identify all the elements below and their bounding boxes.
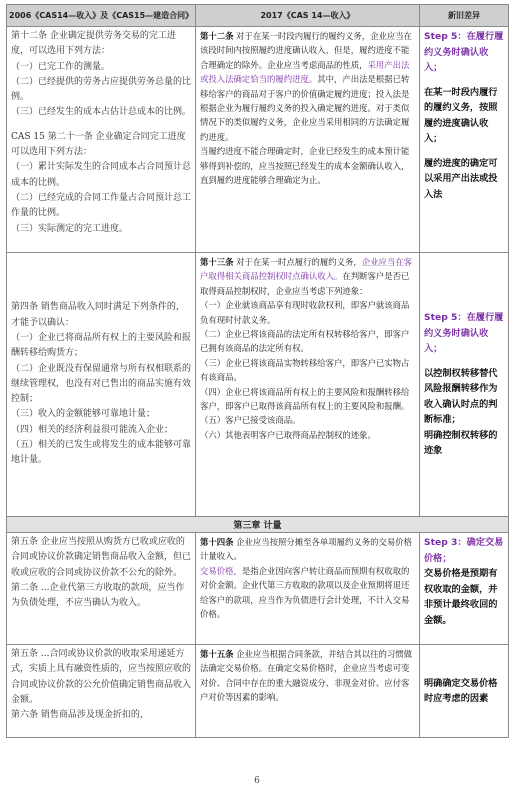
old-text-cell xyxy=(7,645,196,738)
new-list-item: （二）企业已将该商品的法定所有权转移给客户，即客户已拥有该商品的法定所有权。 xyxy=(200,329,410,354)
old-paragraph: （二）企业既没有保留通常与所有权相联系的继续管理权，也没有对已售出的商品实施有效控制； xyxy=(11,363,192,405)
new-text-cell xyxy=(196,27,420,253)
header-differences: 新旧差异 xyxy=(420,5,509,27)
diff-cell xyxy=(420,533,509,645)
new-list-item: （四）企业已将该商品所有权上的主要风险和报酬转移给客户，即客户已取得该商品所有权上的主要风险和报酬。 xyxy=(200,386,410,412)
old-paragraph: （一）企业已将商品所有权上的主要风险和报酬转移给购货方； xyxy=(11,332,192,359)
step-note: Step 5：在履行履约义务时确认收入； xyxy=(424,312,504,355)
old-paragraph: （三）实际测定的完工进度。 xyxy=(11,223,129,234)
diff-note: 交易价格是预期有权收取的金额，并非预计最终收回的金额。 xyxy=(424,568,498,626)
table-row xyxy=(7,253,509,517)
new-paragraph: 当履约进度不能合理确定时，企业已经发生的成本预计能够得到补偿的，应当按照已经发生的成本金额确认收入，直到履约进度能够合理确定为止。 xyxy=(200,146,410,186)
old-paragraph: 第五条 ...合同或协议价款的收取采用递延方式，实质上具有融资性质的，应当按照应收的合同或协议价款的公允价值确定销售商品收入金额。 xyxy=(11,649,192,705)
diff-note: 明确确定交易价格时应考虑的因素 xyxy=(424,677,498,704)
new-paragraph xyxy=(200,535,415,564)
article-number: 第十五条 xyxy=(200,649,234,659)
old-paragraph: 第十二条 企业确定提供劳务交易的完工进度，可以选用下列方法： xyxy=(11,31,176,57)
old-text-cell xyxy=(7,27,196,253)
new-text-cell xyxy=(196,253,420,517)
article-number: 第十四条 xyxy=(200,537,234,547)
old-paragraph: 第五条 企业应当按照从购货方已收或应收的合同或协议价款确定销售商品收入金额，但已收或应收的合同或协议价款不公允的除外。 xyxy=(11,537,192,578)
chapter-title: 第三章 计量 xyxy=(7,517,509,533)
header-old-standard: 2006《CAS14—收入》及《CAS15—建造合同》 xyxy=(7,5,196,27)
page-number: 6 xyxy=(254,776,260,786)
diff-note: 在某一时段内履行的履约义务，按照履约进度确认收入； xyxy=(424,86,498,144)
old-paragraph: （一）已完工作的测量。 xyxy=(11,61,111,72)
old-paragraph: （五）相关的已发生或将发生的成本能够可靠地计量。 xyxy=(11,440,192,466)
step-note: Step 3：确定交易价格； xyxy=(424,537,504,564)
chapter-row xyxy=(7,517,509,533)
old-paragraph: （三）收入的金额能够可靠地计量； xyxy=(11,409,156,420)
new-text-cell xyxy=(196,533,420,645)
new-text: 是指企业因向客户转让商品而预期有权收取的对价金额。企业代第三方收取的款项以及企业预期将退还给客户的款项，应当作为负债进行会计处理，不计入交易价格。 xyxy=(200,565,410,620)
new-text: 其中，产出法是根据已转移给客户的商品对于客户的价值确定履约进度；投入法是根据企业为履行履约义务的投入确定履约进度。对于类似情况下的类似履约义务，企业应当采用相同的方法确定履约进度。 xyxy=(200,74,410,142)
table-header-row xyxy=(7,5,509,27)
new-list-item: （三）企业已将该商品实物转移给客户，即客户已实物占有该商品。 xyxy=(200,357,410,383)
comparison-table xyxy=(6,4,509,738)
old-paragraph: （三）已经发生的成本占估计总成本的比例。 xyxy=(11,107,192,118)
old-paragraph: （一）累计实际发生的合同成本占合同预计总成本的比例。 xyxy=(11,162,192,188)
new-paragraph xyxy=(200,29,415,144)
new-paragraph xyxy=(200,564,415,622)
article-number: 第十三条 xyxy=(200,257,234,267)
new-text: 对于在某一时段内履行的履约义务，企业应当在该段时间内按照履约进度确认收入，但是，履约进度不能合理确定的除外。企业应当考虑商品的性质， xyxy=(200,31,413,70)
old-paragraph: CAS 15 第二十一条 企业确定合同完工进度可以选用下列方法： xyxy=(11,131,186,158)
diff-note: 履约进度的确定可以采用产出法或投入法 xyxy=(424,157,498,200)
header-new-standard: 2017《CAS 14—收入》 xyxy=(196,5,420,27)
old-paragraph: 第二条 ...企业代第三方收取的款项，应当作为负债处理，不应当确认为收入。 xyxy=(11,582,185,609)
diff-cell xyxy=(420,27,509,253)
step-note: Step 5：在履行履约义务时确认收入； xyxy=(424,31,504,73)
new-paragraph xyxy=(200,647,415,705)
diff-cell xyxy=(420,645,509,738)
new-list-item: （一）企业就该商品享有现时收款权利，即客户就该商品负有现时付款义务。 xyxy=(200,300,410,325)
old-paragraph: 第四条 销售商品收入同时满足下列条件的，才能予以确认： xyxy=(11,302,185,328)
new-list-item: （六）其他表明客户已取得商品控制权的迹象。 xyxy=(200,429,376,440)
new-text: 对于在某一时点履行的履约义务， xyxy=(236,257,362,267)
highlighted-text: 采用产出法或投入法确定恰当的履约进度。 xyxy=(200,59,410,85)
diff-cell xyxy=(420,253,509,517)
old-text-cell xyxy=(7,533,196,645)
highlighted-text: 企业应当在客户取得相关商品控制权时点确认收入。 xyxy=(200,257,413,282)
diff-note: 以控制权转移替代风险报酬转移作为收入确认时点的判断标准； xyxy=(424,367,498,426)
old-paragraph: 第六条 销售商品涉及现金折扣的， xyxy=(11,710,149,721)
table-row xyxy=(7,645,509,738)
highlighted-text: 交易价格， xyxy=(200,565,242,576)
new-text: 企业应当按照分摊至各单项履约义务的交易价格计量收入。 xyxy=(200,537,413,562)
old-paragraph: （四）相关的经济利益很可能流入企业； xyxy=(11,424,174,435)
old-text-cell xyxy=(7,253,196,517)
table-row xyxy=(7,27,509,253)
old-paragraph: （二）已经完成的合同工作量占合同预计总工作量的比例。 xyxy=(11,192,192,219)
new-list-item: （五）客户已接受该商品。 xyxy=(200,415,301,426)
old-paragraph: （二）已经提供的劳务占应提供劳务总量的比例。 xyxy=(11,76,192,103)
table-row xyxy=(7,533,509,645)
new-text: 企业应当根据合同条款，并结合其以往的习惯做法确定交易价格。在确定交易价格时，企业应当考虑可变对价、合同中存在的重大融资成分、非现金对价、应付客户对价等因素的影响。 xyxy=(200,649,413,703)
new-paragraph xyxy=(200,255,415,298)
new-text-cell xyxy=(196,645,420,738)
article-number: 第十二条 xyxy=(200,31,234,41)
new-text: 在判断客户是否已取得商品控制权时，企业应当考虑下列迹象： xyxy=(200,271,410,296)
diff-note: 明确控制权转移的迹象 xyxy=(424,429,498,457)
